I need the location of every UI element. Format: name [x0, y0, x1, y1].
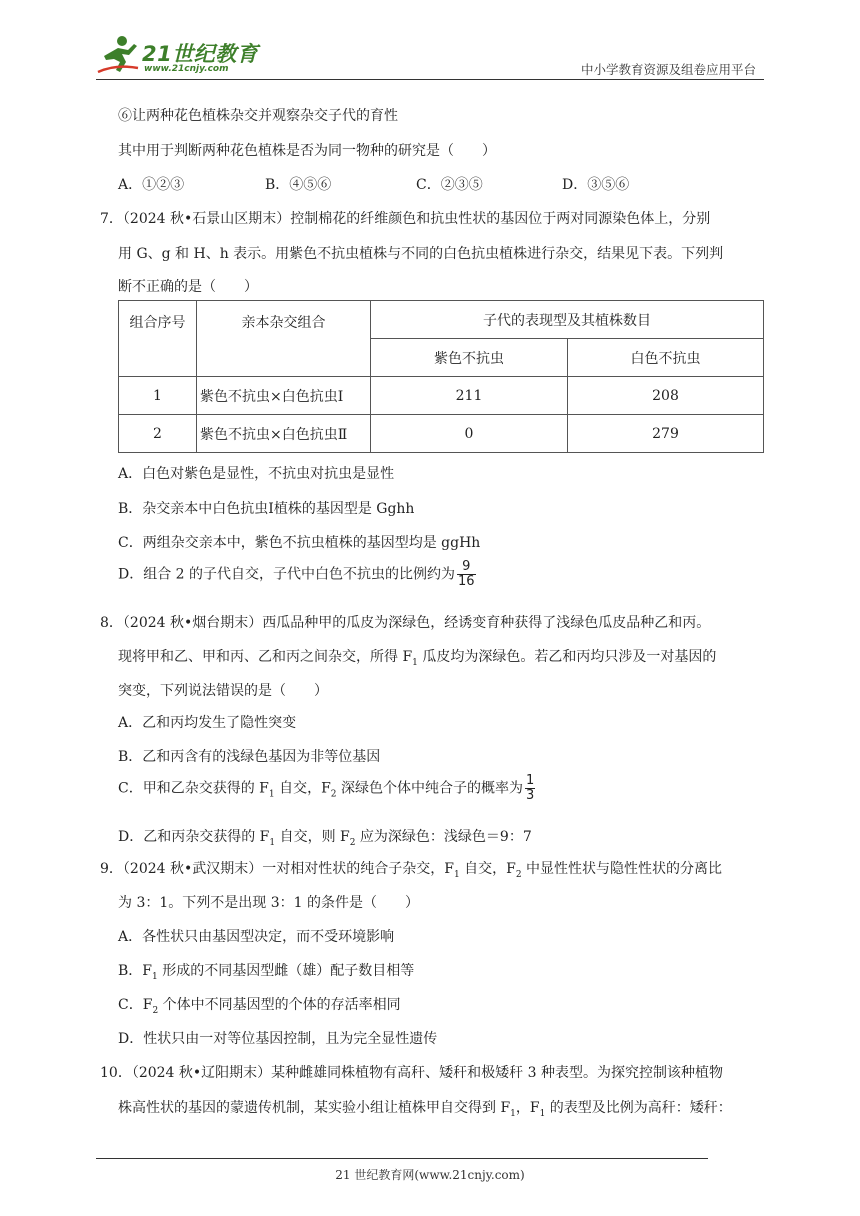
q7-option-d-text: D．组合 2 的子代自交，子代中白色不抗虫的比例约为 — [118, 566, 456, 583]
q7-stem-line3: 断不正确的是（ ） — [118, 279, 258, 295]
th-white-resistant: 白色不抗虫 — [568, 339, 764, 377]
footer-site-link[interactable]: 21 世纪教育网(www.21cnjy.com) — [335, 1168, 525, 1182]
q8-option-b[interactable]: B．乙和丙含有的浅绿色基因为非等位基因 — [118, 749, 381, 765]
cell-cross: 紫色不抗虫×白色抗虫Ⅰ — [197, 377, 371, 415]
q7-stem-line2: 用 G、g 和 H、h 表示。用紫色不抗虫植株与不同的白色抗虫植株进行杂交，结果见下表。下列判 — [118, 246, 724, 262]
q9-stem-line2: 为 3：1。下列不是出现 3：1 的条件是（ ） — [118, 895, 419, 911]
runner-logo-icon — [96, 34, 142, 76]
q6-option-c[interactable]: C．②③⑤ — [416, 177, 483, 193]
q9-option-a[interactable]: A．各性状只由基因型决定，而不受环境影响 — [118, 929, 395, 945]
fraction-9-16: $\frac{9}{16}$ — [458, 559, 475, 589]
q7-option-a[interactable]: A．白色对紫色是显性，不抗虫对抗虫是显性 — [118, 466, 395, 482]
q8-option-a[interactable]: A．乙和丙均发生了隐性突变 — [118, 715, 297, 731]
q10-stem-line1: 10．（2024 秋•辽阳期末）某种雌雄同株植物有高秆、矮秆和极矮秆 3 种表型。为探究控制该种植物 — [100, 1065, 723, 1081]
site-logo — [96, 34, 266, 78]
q9-stem-line1: 9．（2024 秋•武汉期末）一对相对性状的纯合子杂交，$F_1$ 自交，$F_2$ 中显性性状与隐性性状的分离比 — [100, 861, 723, 880]
q8-option-c[interactable]: C．甲和乙杂交获得的 $F_1$ 自交，$F_2$ 深绿色个体中纯合子的概率为 $\frac{1}{3}$ — [118, 773, 535, 803]
q7-stem-line1: 7．（2024 秋•石景山区期末）控制棉花的纤维颜色和抗虫性状的基因位于两对同源染色体上，分别 — [100, 211, 711, 227]
q9-option-c[interactable]: C．$F_2$ 个体中不同基因型的个体的存活率相同 — [118, 997, 401, 1016]
th-offspring: 子代的表现型及其植株数目 — [371, 301, 764, 339]
cell-purple: 0 — [371, 415, 568, 453]
q8-option-d[interactable]: D．乙和丙杂交获得的 $F_1$ 自交，则 $F_2$ 应为深绿色：浅绿色＝9：7 — [118, 829, 532, 848]
q8-stem-line1: 8．（2024 秋•烟台期末）西瓜品种甲的瓜皮为深绿色，经诱变育种获得了浅绿色瓜皮品种乙和丙。 — [100, 615, 711, 631]
q7-option-d[interactable] — [118, 560, 764, 589]
table-row — [119, 415, 764, 453]
cell-white: 279 — [568, 415, 764, 453]
q6-option-d[interactable]: D．③⑤⑥ — [562, 177, 630, 193]
q10-stem-line2: 株高性状的基因的蒙遗传机制，某实验小组让植株甲自交得到 $F_1$，$F_1$ 的表型及比例为高秆：矮秆： — [118, 1100, 732, 1119]
q8-stem-line2: 现将甲和乙、甲和丙、乙和丙之间杂交，所得 $F_1$ 瓜皮均为深绿色。若乙和丙均只涉及一对基因的 — [118, 649, 717, 668]
q6-option-a[interactable]: A．①②③ — [118, 177, 185, 193]
platform-title: 中小学教育资源及组卷应用平台 — [580, 62, 756, 77]
q9-option-d[interactable]: D．性状只由一对等位基因控制，且为完全显性遗传 — [118, 1031, 438, 1047]
q6-stem: 其中用于判断两种花色植株是否为同一物种的研究是（ ） — [118, 143, 496, 159]
q7-data-table — [118, 300, 764, 453]
th-group: 组合序号 — [119, 301, 197, 377]
q7-option-c[interactable]: C．两组杂交亲本中，紫色不抗虫植株的基因型均是 ggHh — [118, 535, 481, 551]
cell-no: 1 — [119, 377, 197, 415]
q8-stem-line3: 突变，下列说法错误的是（ ） — [118, 683, 328, 699]
q7-option-b[interactable]: B．杂交亲本中白色抗虫Ⅰ植株的基因型是 Gghh — [118, 501, 415, 517]
cell-white: 208 — [568, 377, 764, 415]
cell-no: 2 — [119, 415, 197, 453]
footer-divider — [96, 1158, 708, 1159]
logo-text: 21世纪教育 — [142, 42, 259, 66]
q6-option-b[interactable]: B．④⑤⑥ — [265, 177, 332, 193]
table-row — [119, 377, 764, 415]
q9-option-b[interactable]: B．$F_1$ 形成的不同基因型雌（雄）配子数目相等 — [118, 963, 415, 982]
cell-cross: 紫色不抗虫×白色抗虫Ⅱ — [197, 415, 371, 453]
th-purple-resistant: 紫色不抗虫 — [371, 339, 568, 377]
th-parents: 亲本杂交组合 — [197, 301, 371, 377]
header-divider — [96, 79, 764, 80]
cell-purple: 211 — [371, 377, 568, 415]
q6-item-6: ⑥让两种花色植株杂交并观察杂交子代的育性 — [118, 108, 398, 124]
fraction-1-3: $\frac{1}{3}$ — [525, 773, 535, 803]
logo-url: www.21cnjy.com — [144, 64, 229, 74]
